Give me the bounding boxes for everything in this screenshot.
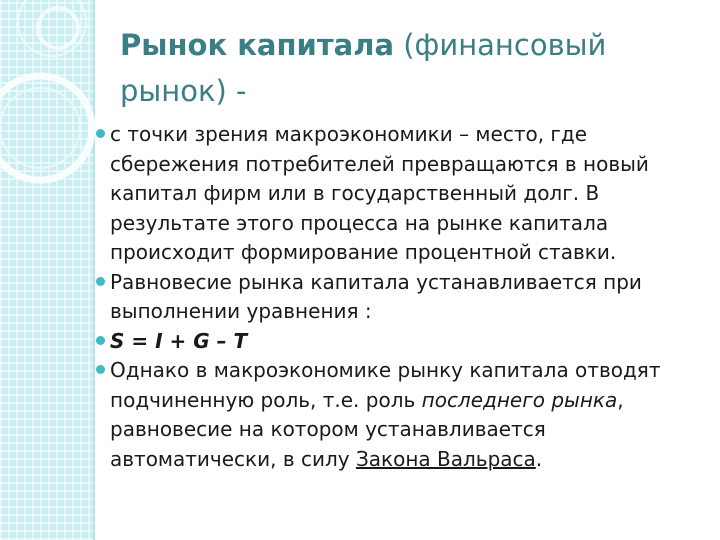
bullet-dot-icon <box>96 336 105 345</box>
walras-law-link[interactable]: Закона Вальраса <box>355 446 536 471</box>
bullet-list <box>95 120 705 474</box>
bullet-dot-icon <box>96 365 105 374</box>
bullet-text-part2: , равновесие на котором устанавливается автоматически, в силу <box>110 387 624 471</box>
italic-term: последнего рынка <box>421 387 618 412</box>
bullet-text: с точки зрения макроэкономики – место, где сбережения потребителей превращаются в новый капитал фирм или в государственный долг. В результате этого процесса на рынке капитала происходит формирование процентной ставки. <box>110 122 649 264</box>
bullet-dot-icon <box>96 129 105 138</box>
bullet-item <box>95 120 705 268</box>
bullet-text-end: . <box>535 446 543 471</box>
bullet-item <box>95 268 705 327</box>
slide-title <box>120 22 700 114</box>
bullet-item <box>95 356 705 474</box>
title-rest: (финансовый рынок) - <box>120 28 607 108</box>
bullet-text: Равновесие рынка капитала устанавливается при выполнении уравнения : <box>110 269 642 323</box>
bullet-dot-icon <box>96 277 105 286</box>
bullet-text-part1: Однако в макроэкономике рынку капитала отводят подчиненную роль, т.е. роль <box>110 358 661 412</box>
title-bold: Рынок капитала <box>120 28 395 62</box>
bullet-item <box>95 327 705 357</box>
formula: S = I + G – T <box>110 328 248 353</box>
